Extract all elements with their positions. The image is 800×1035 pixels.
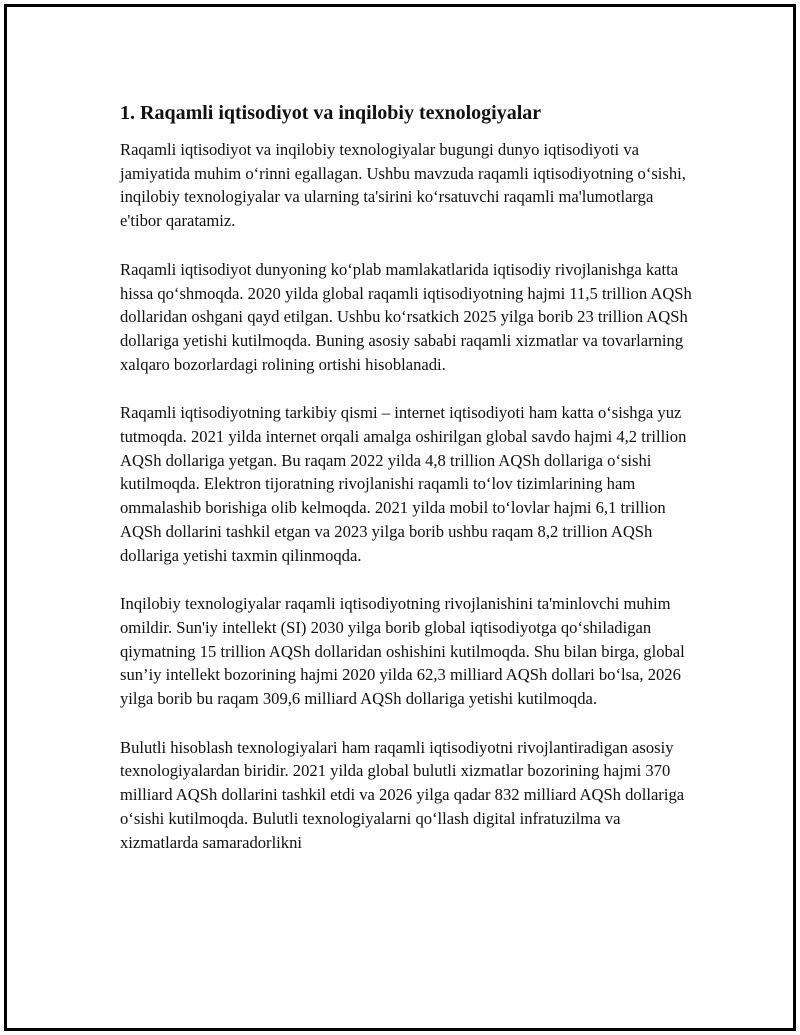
paragraph-cloud: Bulutli hisoblash texnologiyalari ham raqamli iqtisodiyotni rivojlantiradigan asosiy texnologiyalardan biridir. 2021 yilda global bulutli xizmatlar bozorining hajmi 370 milliard AQSh dollarini tashkil etdi va 2026 yilga qadar 832 milliard AQSh dollariga o‘sishi kutilmoqda. Bulutli texnologiyalarni qo‘llash digital infratuzilma va xizmatlarda samaradorlikni (120, 737, 685, 852)
paragraph-intro: Raqamli iqtisodiyot va inqilobiy texnologiyalar bugungi dunyo iqtisodiyoti va jamiyatida muhim o‘rinni egallagan. Ushbu mavzuda raqamli iqtisodiyotning o‘sishi, inqilobiy texnologiyalar va ularning ta'sirini ko‘rsatuvchi raqamli ma'lumotlarga e'tibor qaratamiz. (120, 140, 686, 231)
paragraph-ai: Inqilobiy texnologiyalar raqamli iqtisodiyotning rivojlanishini ta'minlovchi muhim omildir. Sun'iy intellekt (SI) 2030 yilga borib global iqtisodiyotga qo‘shiladigan qiymatning 15 trillion AQSh dollaridan oshishini kutilmoqda. Shu bilan birga, global sun’iy intellekt bozorining hajmi 2020 yilda 62,3 milliard AQSh dollari bo‘lsa, 2026 yilga borib bu raqam 309,6 milliard AQSh dollariga yetishi kutilmoqda. (120, 594, 685, 709)
paragraph-internet-economy: Raqamli iqtisodiyotning tarkibiy qismi – internet iqtisodiyoti ham katta o‘sishga yuz tutmoqda. 2021 yilda internet orqali amalga oshirilgan global savdo hajmi 4,2 trillion AQSh dollariga yetgan. Bu raqam 2022 yilda 4,8 trillion AQSh dollariga o‘sishi kutilmoqda. Elektron tijoratning rivojlanishi raqamli to‘lov tizimlarining ham ommalashib borishiga olib kelmoqda. 2021 yilda mobil to‘lovlar hajmi 6,1 trillion AQSh dollarini tashkil etgan va 2023 yilga borib ushbu raqam 8,2 trillion AQSh dollariga yetishi taxmin qilinmoqda. (120, 403, 687, 565)
paragraph-digital-economy: Raqamli iqtisodiyot dunyoning ko‘plab mamlakatlarida iqtisodiy rivojlanishga katta hissa qo‘shmoqda. 2020 yilda global raqamli iqtisodiyotning hajmi 11,5 trillion AQSh dollaridan oshgani qayd etilgan. Ushbu ko‘rsatkich 2025 yilga borib 23 trillion AQSh dollariga yetishi kutilmoqda. Buning asosiy sababi raqamli xizmatlar va tovarlarning xalqaro bozorlardagi rolining ortishi hisoblanadi. (120, 259, 692, 374)
page-frame (4, 4, 796, 1031)
section-heading: 1. Raqamli iqtisodiyot va inqilobiy texnologiyalar (120, 102, 542, 124)
document-body (120, 100, 695, 879)
